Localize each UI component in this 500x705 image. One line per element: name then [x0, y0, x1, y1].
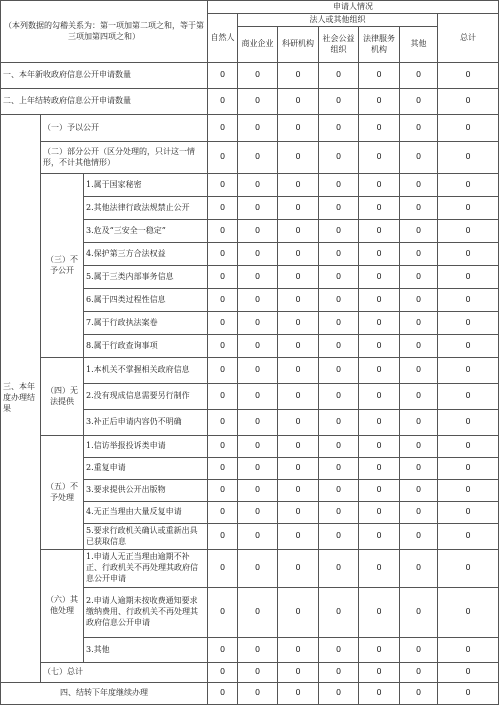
item-g3-7-value: 0 — [438, 312, 499, 335]
group-g1-value: 0 — [319, 115, 359, 142]
group-g1-value: 0 — [438, 115, 499, 142]
group-g1-value: 0 — [400, 115, 438, 142]
row-r2-value: 0 — [359, 89, 400, 115]
item-g4-3-value: 0 — [208, 410, 238, 436]
item-g6-3-value: 0 — [208, 638, 238, 663]
item-label-g4-2: 2.没有现成信息需要另行制作 — [84, 384, 208, 410]
item-g3-5-value: 0 — [359, 266, 400, 289]
header-legal-org: 法人或其他组织 — [238, 14, 438, 27]
item-g3-2-value: 0 — [238, 197, 278, 220]
row-r1-value: 0 — [319, 63, 359, 89]
item-g3-1-value: 0 — [208, 174, 238, 197]
row-r4-value: 0 — [278, 683, 319, 705]
item-g5-5-value: 0 — [319, 524, 359, 550]
item-g3-4-value: 0 — [208, 243, 238, 266]
item-g3-2-value: 0 — [400, 197, 438, 220]
item-g4-2-value: 0 — [400, 384, 438, 410]
item-g4-1-value: 0 — [238, 358, 278, 384]
item-g4-1-value: 0 — [208, 358, 238, 384]
item-g3-6-value: 0 — [208, 289, 238, 312]
item-g4-3-value: 0 — [438, 410, 499, 436]
item-g5-1-value: 0 — [278, 436, 319, 458]
item-g3-8-value: 0 — [319, 335, 359, 358]
item-g5-4-value: 0 — [278, 502, 319, 524]
item-g5-3-value: 0 — [359, 480, 400, 502]
item-g3-1-value: 0 — [319, 174, 359, 197]
item-g3-6-value: 0 — [438, 289, 499, 312]
item-g3-2-value: 0 — [359, 197, 400, 220]
group-g1-value: 0 — [208, 115, 238, 142]
item-g4-2-value: 0 — [359, 384, 400, 410]
row-r2-value: 0 — [319, 89, 359, 115]
table-row — [1, 550, 499, 588]
item-g4-1-value: 0 — [359, 358, 400, 384]
header-col-public-welfare: 社会公益组织 — [319, 27, 359, 63]
item-label-g5-3: 3.要求提供公开出版物 — [84, 480, 208, 502]
item-g6-2-value: 0 — [400, 588, 438, 638]
group-g2-value: 0 — [208, 142, 238, 174]
group-g7-value: 0 — [238, 663, 278, 683]
group-label-g2: （二）部分公开（区分处理的，只计这一情形，不计其他情形） — [41, 142, 208, 174]
item-g3-4-value: 0 — [278, 243, 319, 266]
item-g5-1-value: 0 — [208, 436, 238, 458]
group-g2-value: 0 — [238, 142, 278, 174]
item-g5-2-value: 0 — [400, 458, 438, 480]
row-r4-value: 0 — [208, 683, 238, 705]
item-g3-4-value: 0 — [438, 243, 499, 266]
row-r2-value: 0 — [238, 89, 278, 115]
table-row — [1, 142, 499, 174]
item-g5-3-value: 0 — [238, 480, 278, 502]
group-label-g4: （四）无法提供 — [41, 358, 84, 436]
item-g5-4-value: 0 — [238, 502, 278, 524]
header-note: （本列数据的勾稽关系为：第一项加第二项之和，等于第三项加第四项之和） — [1, 1, 208, 63]
item-g3-5-value: 0 — [319, 266, 359, 289]
item-g6-2-value: 0 — [438, 588, 499, 638]
group-g7-value: 0 — [400, 663, 438, 683]
item-g5-5-value: 0 — [238, 524, 278, 550]
item-label-g5-1: 1.信访举报投诉类申请 — [84, 436, 208, 458]
row-label-r1: 一、本年新收政府信息公开申请数量 — [1, 63, 208, 89]
group-g7-value: 0 — [319, 663, 359, 683]
item-g6-1-value: 0 — [319, 550, 359, 588]
item-g5-5-value: 0 — [438, 524, 499, 550]
item-g3-6-value: 0 — [319, 289, 359, 312]
item-g4-2-value: 0 — [319, 384, 359, 410]
row-label-r2: 二、上年结转政府信息公开申请数量 — [1, 89, 208, 115]
section-3-label: 三、本年度办理结果 — [1, 115, 41, 683]
item-g3-1-value: 0 — [438, 174, 499, 197]
item-g6-2-value: 0 — [319, 588, 359, 638]
item-g5-2-value: 0 — [278, 458, 319, 480]
item-g6-3-value: 0 — [319, 638, 359, 663]
row-r2-value: 0 — [400, 89, 438, 115]
table-row — [1, 63, 499, 89]
item-g4-3-value: 0 — [359, 410, 400, 436]
group-label-g5: （五）不予处理 — [41, 436, 84, 550]
item-g4-1-value: 0 — [278, 358, 319, 384]
item-g6-1-value: 0 — [359, 550, 400, 588]
group-g7-value: 0 — [438, 663, 499, 683]
group-g7-value: 0 — [359, 663, 400, 683]
header-applicant-info: 申请人情况 — [208, 1, 499, 14]
item-g3-8-value: 0 — [278, 335, 319, 358]
item-g3-7-value: 0 — [278, 312, 319, 335]
row-r1-value: 0 — [238, 63, 278, 89]
item-g3-5-value: 0 — [400, 266, 438, 289]
item-g3-8-value: 0 — [238, 335, 278, 358]
item-g3-7-value: 0 — [208, 312, 238, 335]
group-label-g1: （一）予以公开 — [41, 115, 208, 142]
item-g3-1-value: 0 — [400, 174, 438, 197]
item-g3-1-value: 0 — [359, 174, 400, 197]
group-label-g6: （六）其他处理 — [41, 550, 84, 663]
item-g5-3-value: 0 — [400, 480, 438, 502]
item-label-g5-4: 4.无正当理由大量反复申请 — [84, 502, 208, 524]
item-g5-4-value: 0 — [359, 502, 400, 524]
item-g5-5-value: 0 — [359, 524, 400, 550]
group-g7-value: 0 — [208, 663, 238, 683]
item-label-g3-8: 8.属于行政查询事项 — [84, 335, 208, 358]
item-label-g5-2: 2.重复申请 — [84, 458, 208, 480]
item-g3-4-value: 0 — [319, 243, 359, 266]
item-g5-1-value: 0 — [238, 436, 278, 458]
table-row — [1, 115, 499, 142]
header-total: 总计 — [438, 14, 499, 63]
item-g3-7-value: 0 — [400, 312, 438, 335]
table-row — [1, 89, 499, 115]
item-g4-2-value: 0 — [208, 384, 238, 410]
item-g6-1-value: 0 — [238, 550, 278, 588]
item-label-g3-1: 1.属于国家秘密 — [84, 174, 208, 197]
item-g3-8-value: 0 — [359, 335, 400, 358]
row-r1-value: 0 — [278, 63, 319, 89]
item-g6-3-value: 0 — [400, 638, 438, 663]
item-g4-3-value: 0 — [278, 410, 319, 436]
item-g5-4-value: 0 — [208, 502, 238, 524]
item-g6-1-value: 0 — [278, 550, 319, 588]
item-label-g6-1: 1.申请人无正当理由逾期不补正、行政机关不再处理其政府信息公开申请 — [84, 550, 208, 588]
group-label-g7: （七）总计 — [41, 663, 208, 683]
item-g5-5-value: 0 — [400, 524, 438, 550]
row-r4-value: 0 — [359, 683, 400, 705]
item-g4-2-value: 0 — [238, 384, 278, 410]
item-g3-8-value: 0 — [438, 335, 499, 358]
item-g3-8-value: 0 — [400, 335, 438, 358]
row-r2-value: 0 — [208, 89, 238, 115]
item-g4-2-value: 0 — [438, 384, 499, 410]
item-g5-1-value: 0 — [319, 436, 359, 458]
header-col-other: 其他 — [400, 27, 438, 63]
item-g3-5-value: 0 — [208, 266, 238, 289]
item-g3-5-value: 0 — [238, 266, 278, 289]
item-g6-2-value: 0 — [238, 588, 278, 638]
item-g3-2-value: 0 — [208, 197, 238, 220]
table-row — [1, 174, 499, 197]
header-natural-person: 自然人 — [208, 14, 238, 63]
item-g6-2-value: 0 — [208, 588, 238, 638]
item-g3-5-value: 0 — [438, 266, 499, 289]
item-g5-4-value: 0 — [319, 502, 359, 524]
item-g4-3-value: 0 — [319, 410, 359, 436]
row-r4-value: 0 — [319, 683, 359, 705]
header-col-legal-service: 法律服务机构 — [359, 27, 400, 63]
row-r2-value: 0 — [278, 89, 319, 115]
item-g3-3-value: 0 — [319, 220, 359, 243]
item-g5-2-value: 0 — [238, 458, 278, 480]
item-g3-2-value: 0 — [278, 197, 319, 220]
item-g3-7-value: 0 — [319, 312, 359, 335]
group-g2-value: 0 — [400, 142, 438, 174]
item-g6-3-value: 0 — [359, 638, 400, 663]
table-row — [1, 436, 499, 458]
item-g3-4-value: 0 — [400, 243, 438, 266]
row-label-r4: 四、结转下年度继续办理 — [1, 683, 208, 705]
item-g3-8-value: 0 — [208, 335, 238, 358]
item-label-g3-6: 6.属于四类过程性信息 — [84, 289, 208, 312]
table-row — [1, 663, 499, 683]
item-label-g3-4: 4.保护第三方合法权益 — [84, 243, 208, 266]
item-g4-1-value: 0 — [319, 358, 359, 384]
item-g3-6-value: 0 — [359, 289, 400, 312]
item-g4-3-value: 0 — [400, 410, 438, 436]
item-g3-7-value: 0 — [359, 312, 400, 335]
group-g2-value: 0 — [359, 142, 400, 174]
item-g4-1-value: 0 — [438, 358, 499, 384]
item-g5-4-value: 0 — [400, 502, 438, 524]
item-g5-3-value: 0 — [208, 480, 238, 502]
item-label-g3-7: 7.属于行政执法案卷 — [84, 312, 208, 335]
item-label-g3-3: 3.危及“三安全一稳定” — [84, 220, 208, 243]
item-g3-1-value: 0 — [278, 174, 319, 197]
item-g4-1-value: 0 — [400, 358, 438, 384]
item-g5-3-value: 0 — [438, 480, 499, 502]
item-label-g4-3: 3.补正后申请内容仍不明确 — [84, 410, 208, 436]
item-g5-2-value: 0 — [208, 458, 238, 480]
item-g3-5-value: 0 — [278, 266, 319, 289]
group-label-g3: （三）不予公开 — [41, 174, 84, 358]
group-g2-value: 0 — [319, 142, 359, 174]
item-g5-2-value: 0 — [319, 458, 359, 480]
group-g2-value: 0 — [438, 142, 499, 174]
item-g3-7-value: 0 — [238, 312, 278, 335]
header-col-business: 商业企业 — [238, 27, 278, 63]
item-g3-4-value: 0 — [238, 243, 278, 266]
item-g3-1-value: 0 — [238, 174, 278, 197]
item-g6-3-value: 0 — [438, 638, 499, 663]
item-g3-4-value: 0 — [359, 243, 400, 266]
row-r1-value: 0 — [400, 63, 438, 89]
group-g1-value: 0 — [359, 115, 400, 142]
item-g5-5-value: 0 — [278, 524, 319, 550]
item-g6-1-value: 0 — [208, 550, 238, 588]
header-col-research: 科研机构 — [278, 27, 319, 63]
table-row — [1, 358, 499, 384]
item-g3-6-value: 0 — [400, 289, 438, 312]
item-label-g6-2: 2.申请人逾期未按收费通知要求缴纳费用、行政机关不再处理其政府信息公开申请 — [84, 588, 208, 638]
group-g1-value: 0 — [278, 115, 319, 142]
item-g6-2-value: 0 — [359, 588, 400, 638]
item-g5-1-value: 0 — [438, 436, 499, 458]
item-g3-3-value: 0 — [208, 220, 238, 243]
item-g3-3-value: 0 — [238, 220, 278, 243]
item-g6-1-value: 0 — [400, 550, 438, 588]
row-r4-value: 0 — [438, 683, 499, 705]
row-r2-value: 0 — [438, 89, 499, 115]
item-label-g3-2: 2.其他法律行政法规禁止公开 — [84, 197, 208, 220]
item-g3-3-value: 0 — [359, 220, 400, 243]
group-g1-value: 0 — [238, 115, 278, 142]
item-g5-4-value: 0 — [438, 502, 499, 524]
item-g4-3-value: 0 — [238, 410, 278, 436]
item-g5-2-value: 0 — [359, 458, 400, 480]
row-r1-value: 0 — [438, 63, 499, 89]
item-g6-2-value: 0 — [278, 588, 319, 638]
row-r4-value: 0 — [400, 683, 438, 705]
row-r4-value: 0 — [238, 683, 278, 705]
item-g5-1-value: 0 — [400, 436, 438, 458]
item-g6-3-value: 0 — [278, 638, 319, 663]
item-g3-2-value: 0 — [438, 197, 499, 220]
item-g3-3-value: 0 — [278, 220, 319, 243]
item-g3-6-value: 0 — [238, 289, 278, 312]
item-label-g3-5: 5.属于三类内部事务信息 — [84, 266, 208, 289]
group-g2-value: 0 — [278, 142, 319, 174]
item-g6-3-value: 0 — [238, 638, 278, 663]
item-g5-1-value: 0 — [359, 436, 400, 458]
item-g6-1-value: 0 — [438, 550, 499, 588]
item-label-g6-3: 3.其他 — [84, 638, 208, 663]
item-g5-5-value: 0 — [208, 524, 238, 550]
table-row — [1, 683, 499, 705]
item-label-g5-5: 5.要求行政机关确认或重新出具已获取信息 — [84, 524, 208, 550]
row-r1-value: 0 — [359, 63, 400, 89]
group-g7-value: 0 — [278, 663, 319, 683]
item-g3-3-value: 0 — [438, 220, 499, 243]
item-g5-2-value: 0 — [438, 458, 499, 480]
item-label-g4-1: 1.本机关不掌握相关政府信息 — [84, 358, 208, 384]
item-g3-2-value: 0 — [319, 197, 359, 220]
item-g4-2-value: 0 — [278, 384, 319, 410]
item-g3-6-value: 0 — [278, 289, 319, 312]
item-g5-3-value: 0 — [278, 480, 319, 502]
row-r1-value: 0 — [208, 63, 238, 89]
item-g5-3-value: 0 — [319, 480, 359, 502]
item-g3-3-value: 0 — [400, 220, 438, 243]
